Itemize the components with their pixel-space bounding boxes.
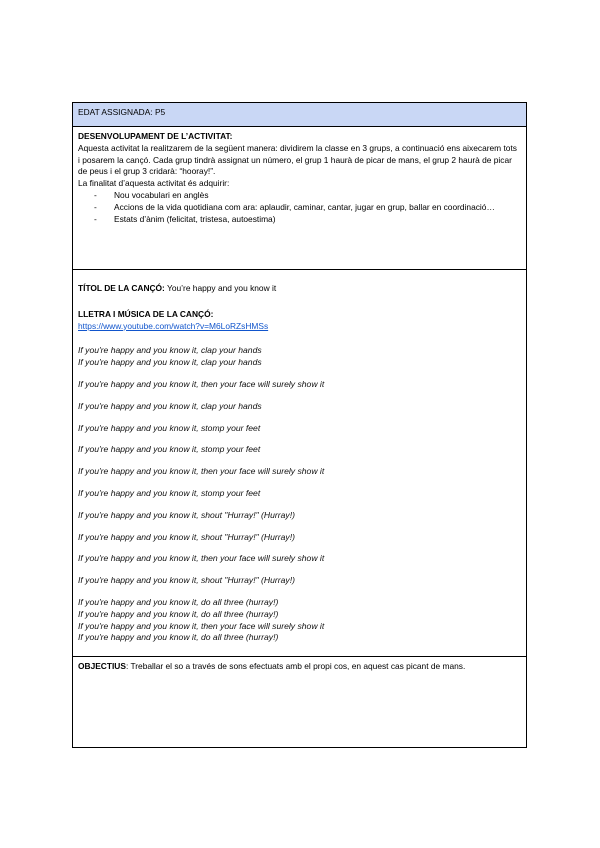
lyric-stanza <box>78 401 521 413</box>
lyric-stanza <box>78 379 521 391</box>
song-title-value: You’re happy and you know it <box>164 283 277 293</box>
development-cell <box>73 127 527 270</box>
lyric-line: If you're happy and you know it, shout "Hurray!" (Hurray!) <box>78 575 295 586</box>
list-item: - Estats d’ànim (felicitat, tristesa, autoestima) <box>78 214 521 226</box>
lyric-stanza <box>78 553 521 565</box>
lyric-line: If you're happy and you know it, stomp your feet <box>78 422 261 433</box>
objectives-paragraph <box>78 661 521 673</box>
development-paragraph: Aquesta activitat la realitzarem de la següent manera: dividirem la classe en 3 grups, a continuació ens aixecarem tots i posarem la cançó. Cada grup tindrà assignat un número, el grup 1 haurà de picar de mans, el grup 2 haurà de picar de peus i el grup 3 cridarà: “hooray!”. <box>78 142 517 177</box>
lyric-stanza <box>78 532 521 544</box>
age-value: P5 <box>152 107 166 117</box>
song-video-link[interactable]: https://www.youtube.com/watch?v=M6LoRZsHMSs <box>78 320 269 331</box>
lyric-stanza <box>78 444 521 456</box>
list-item: - Nou vocabulari en anglès <box>78 190 521 202</box>
development-goal-list <box>78 190 521 225</box>
lyric-line: If you're happy and you know it, clap your hands <box>78 400 262 411</box>
lyric-line: If you're happy and you know it, then your face will surely show it <box>78 620 325 631</box>
lyric-line: If you're happy and you know it, shout "Hurray!" (Hurray!) <box>78 531 295 542</box>
objectives-cell <box>73 657 527 748</box>
lyric-line: If you're happy and you know it, clap your hands <box>78 345 262 356</box>
lyric-line: If you're happy and you know it, do all three (hurray!) <box>78 596 279 607</box>
song-title-label: TÍTOL DE LA CANÇÓ: <box>78 283 165 293</box>
lyric-stanza <box>78 597 521 644</box>
development-row <box>73 127 527 270</box>
lyric-stanza <box>78 575 521 587</box>
lyric-line: If you're happy and you know it, then your face will surely show it <box>78 466 325 477</box>
lyric-line: If you're happy and you know it, stomp your feet <box>78 487 261 498</box>
lyric-line: If you're happy and you know it, then your face will surely show it <box>78 553 325 564</box>
objectives-label: OBJECTIUS <box>78 661 126 671</box>
lyric-stanza <box>78 466 521 478</box>
activity-sheet <box>72 102 527 748</box>
song-lyrics <box>78 345 521 644</box>
lyric-stanza <box>78 345 521 369</box>
age-row <box>73 103 527 127</box>
development-heading: DESENVOLUPAMENT DE L’ACTIVITAT: <box>78 131 233 141</box>
lyric-stanza <box>78 423 521 435</box>
lyric-stanza <box>78 488 521 500</box>
lyric-line: If you're happy and you know it, shout "Hurray!" (Hurray!) <box>78 509 295 520</box>
development-goal-intro: La finalitat d’aquesta activitat és adquirir: <box>78 178 230 189</box>
lyric-line: If you're happy and you know it, stomp your feet <box>78 444 261 455</box>
song-row <box>73 270 527 657</box>
song-cell <box>73 270 527 657</box>
age-cell <box>73 103 527 127</box>
song-title-line <box>78 283 521 295</box>
song-lyrics-label: LLETRA I MÚSICA DE LA CANÇÓ: <box>78 308 214 319</box>
list-item: - Accions de la vida quotidiana com ara: aplaudir, caminar, cantar, jugar en grup, ballar en coordinació… <box>78 202 521 214</box>
age-label: EDAT ASSIGNADA: <box>78 107 153 117</box>
lyric-line: If you're happy and you know it, do all three (hurray!) <box>78 632 279 643</box>
lyric-stanza <box>78 510 521 522</box>
lyric-line: If you're happy and you know it, clap your hands <box>78 357 262 368</box>
lyric-line: If you're happy and you know it, then your face will surely show it <box>78 378 325 389</box>
objectives-row <box>73 657 527 748</box>
objectives-text: : Treballar el so a través de sons efectuats amb el propi cos, en aquest cas picant de mans. <box>125 661 466 671</box>
lyric-line: If you're happy and you know it, do all three (hurray!) <box>78 608 279 619</box>
